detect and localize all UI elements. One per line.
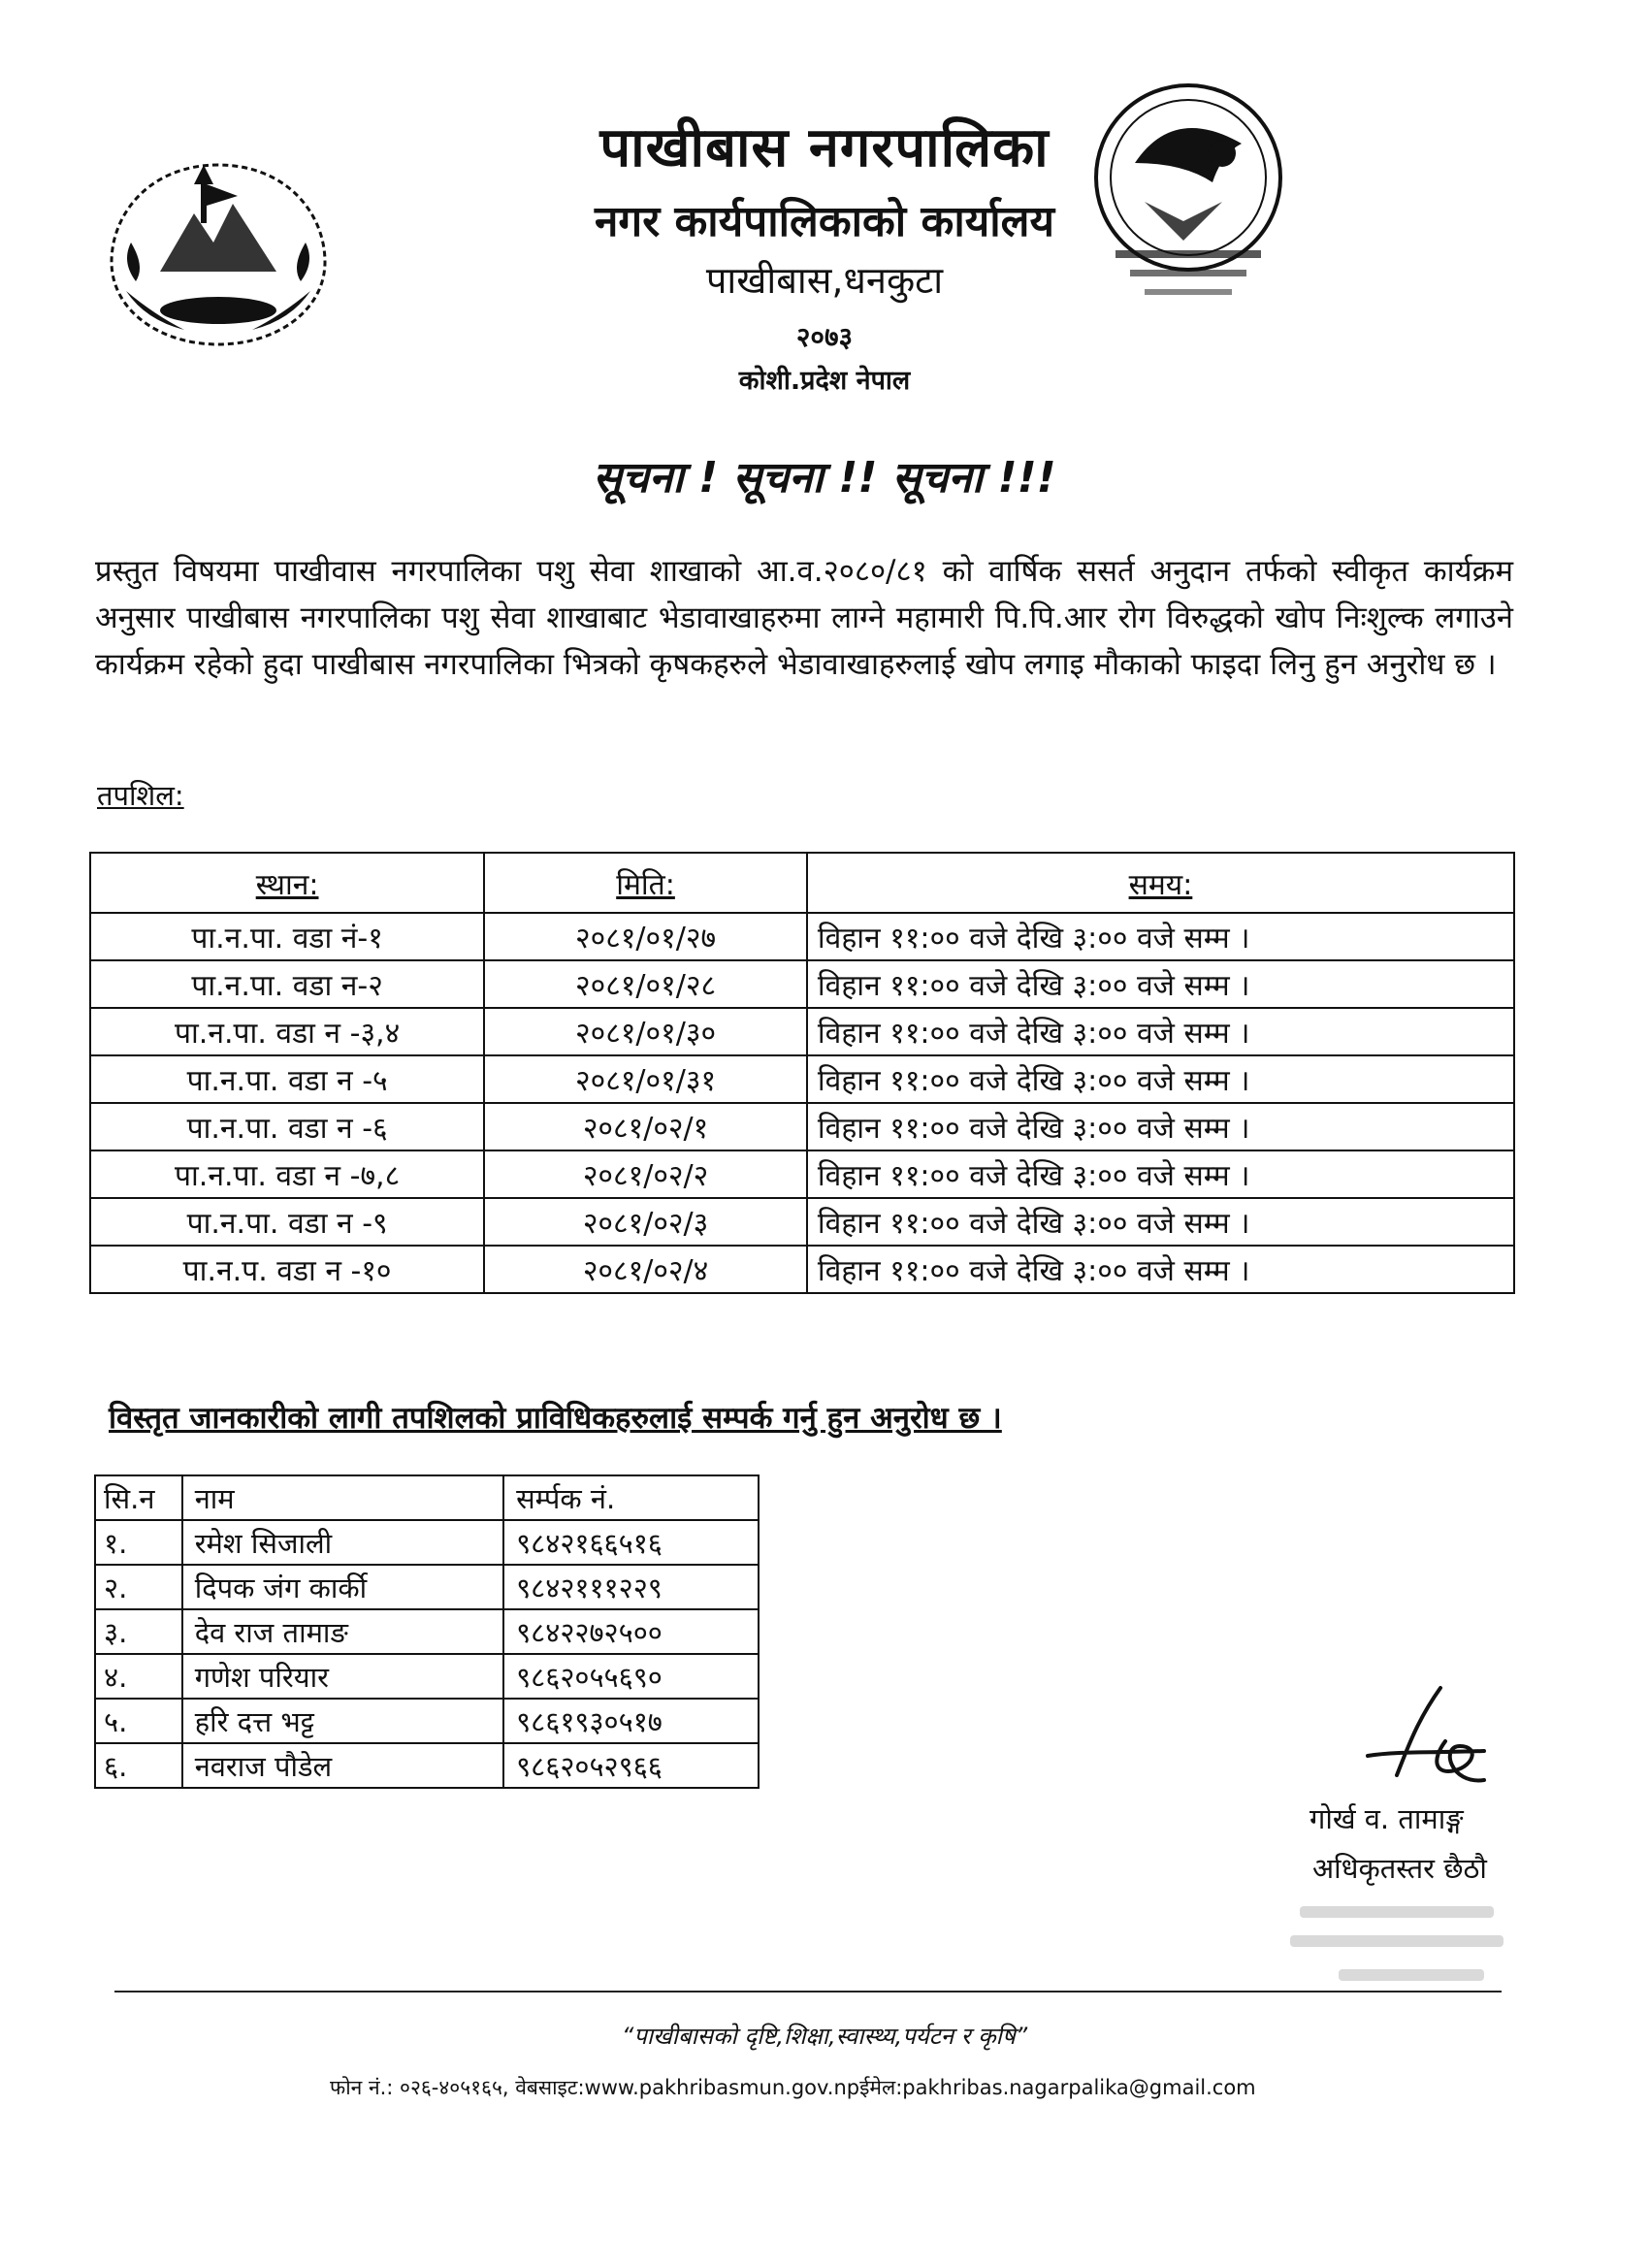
serial-cell: ६.	[95, 1743, 182, 1788]
faint-stamp-mark	[1280, 1896, 1523, 2003]
table-header-row	[90, 853, 1514, 913]
phone-cell: ९८६१९३०५१७	[503, 1699, 759, 1743]
table-row	[95, 1520, 759, 1565]
ward-cell: पा.न.पा. वडा न -५	[90, 1055, 484, 1103]
signer-name: गोर्ख व. तामाङ्ग	[1310, 1802, 1464, 1835]
details-label: तपशिल:	[97, 779, 184, 812]
date-cell: २०८१/०२/३	[484, 1198, 807, 1246]
technicians-contact-table	[94, 1474, 760, 1789]
time-cell: विहान ११:०० वजे देखि ३:०० वजे सम्म ।	[807, 1198, 1514, 1246]
name-cell: गणेश परियार	[182, 1654, 503, 1699]
column-header-time: समय:	[1128, 867, 1193, 902]
ward-cell: पा.न.पा. वडा न -७,८	[90, 1150, 484, 1198]
column-header-location: स्थान:	[255, 867, 319, 902]
name-cell: रमेश सिजाली	[182, 1520, 503, 1565]
phone-cell: ९८४२१६६५१६	[503, 1520, 759, 1565]
table-row	[95, 1743, 759, 1788]
office-location: पाखीबास,धनकुटा	[705, 259, 944, 302]
table-header-row	[95, 1475, 759, 1520]
date-cell: २०८१/०१/३०	[484, 1008, 807, 1055]
province-line: कोशी.प्रदेश नेपाल	[738, 366, 911, 396]
vaccination-schedule-table	[89, 852, 1515, 1294]
notice-heading: सूचना ! सूचना !! सूचना !!!	[593, 453, 1056, 502]
date-cell: २०८१/०२/२	[484, 1150, 807, 1198]
date-cell: २०८१/०१/२८	[484, 960, 807, 1008]
serial-cell: २.	[95, 1565, 182, 1609]
table-row	[95, 1565, 759, 1609]
time-cell: विहान ११:०० वजे देखि ३:०० वजे सम्म ।	[807, 1103, 1514, 1150]
name-cell: देव राज तामाङ	[182, 1609, 503, 1654]
time-cell: विहान ११:०० वजे देखि ३:०० वजे सम्म ।	[807, 1246, 1514, 1293]
office-name: नगर कार्यपालिकाको कार्यालय	[595, 197, 1054, 246]
date-cell: २०८१/०२/४	[484, 1246, 807, 1293]
column-header-serial: सि.न	[95, 1475, 182, 1520]
name-cell: दिपक जंग कार्की	[182, 1565, 503, 1609]
date-cell: २०८१/०२/१	[484, 1103, 807, 1150]
table-row	[90, 1246, 1514, 1293]
table-row	[90, 913, 1514, 960]
contact-request-line: विस्तृत जानकारीको लागी तपशिलको प्राविधिकहरुलाई सम्पर्क गर्नु हुन अनुरोध छ ।	[109, 1401, 1002, 1436]
serial-cell: १.	[95, 1520, 182, 1565]
table-row	[95, 1654, 759, 1699]
name-cell: नवराज पौडेल	[182, 1743, 503, 1788]
date-cell: २०८१/०१/३१	[484, 1055, 807, 1103]
phone-cell: ९८६२०५२९६६	[503, 1743, 759, 1788]
phone-cell: ९८४२२७२५००	[503, 1609, 759, 1654]
footer-divider	[114, 1991, 1502, 1993]
time-cell: विहान ११:०० वजे देखि ३:०० वजे सम्म ।	[807, 913, 1514, 960]
footer-contact-info: फोन नं.: ०२६-४०५१६५, वेबसाइट:www.pakhribasmun.gov.npईमेल:pakhribas.nagarpalika@gmail.com	[330, 2076, 1256, 2099]
ward-cell: पा.न.पा. वडा नं-१	[90, 913, 484, 960]
time-cell: विहान ११:०० वजे देखि ३:०० वजे सम्म ।	[807, 1008, 1514, 1055]
table-row	[90, 1150, 1514, 1198]
table-row	[90, 1198, 1514, 1246]
ward-cell: पा.न.पा. वडा न -९	[90, 1198, 484, 1246]
table-row	[90, 1008, 1514, 1055]
ward-cell: पा.न.पा. वडा न-२	[90, 960, 484, 1008]
signature-mark	[1348, 1683, 1504, 1799]
phone-cell: ९८४२१११२२९	[503, 1565, 759, 1609]
ward-cell: पा.न.पा. वडा न -३,४	[90, 1008, 484, 1055]
time-cell: विहान ११:०० वजे देखि ३:०० वजे सम्म ।	[807, 1055, 1514, 1103]
serial-cell: ४.	[95, 1654, 182, 1699]
date-cell: २०८१/०१/२७	[484, 913, 807, 960]
name-cell: हरि दत्त भट्ट	[182, 1699, 503, 1743]
phone-cell: ९८६२०५५६९०	[503, 1654, 759, 1699]
municipality-name: पाखीबास नगरपालिका	[599, 116, 1050, 179]
table-row	[90, 960, 1514, 1008]
time-cell: विहान ११:०० वजे देखि ३:०० वजे सम्म ।	[807, 1150, 1514, 1198]
time-cell: विहान ११:०० वजे देखि ३:०० वजे सम्म ।	[807, 960, 1514, 1008]
column-header-name: नाम	[182, 1475, 503, 1520]
table-row	[95, 1609, 759, 1654]
signer-title: अधिकृतस्तर छैठौ	[1312, 1852, 1487, 1885]
ward-cell: पा.न.पा. वडा न -६	[90, 1103, 484, 1150]
ward-cell: पा.न.प. वडा न -१०	[90, 1246, 484, 1293]
established-year: २०७३	[795, 321, 854, 353]
table-row	[90, 1103, 1514, 1150]
serial-cell: ५.	[95, 1699, 182, 1743]
table-row	[90, 1055, 1514, 1103]
serial-cell: ३.	[95, 1609, 182, 1654]
notice-body: प्रस्तुत विषयमा पाखीवास नगरपालिका पशु सेवा शाखाको आ.व.२०८०/८१ को वार्षिक ससर्त अनुदान तर्फको स्वीकृत कार्यक्रम अनुसार पाखीबास नगरपालिका पशु सेवा शाखाबाट भेडावाखाहरुमा लाग्ने महामारी पि.पि.आर रोग विरुद्धको खोप निःशुल्क लगाउने कार्यक्रम रहेको हुदा पाखीबास नगरपालिका भित्रको कृषकहरुले भेडावाखाहरुलाई खोप लगाइ मौकाको फाइदा लिनु हुन अनुरोध छ ।	[95, 554, 1513, 682]
column-header-date: मिति:	[616, 867, 675, 902]
footer-motto: “पाखीबासको दृष्टि,शिक्षा,स्वास्थ्य,पर्यटन र कृषि”	[621, 2023, 1028, 2050]
table-row	[95, 1699, 759, 1743]
column-header-phone: सर्म्पक नं.	[503, 1475, 759, 1520]
